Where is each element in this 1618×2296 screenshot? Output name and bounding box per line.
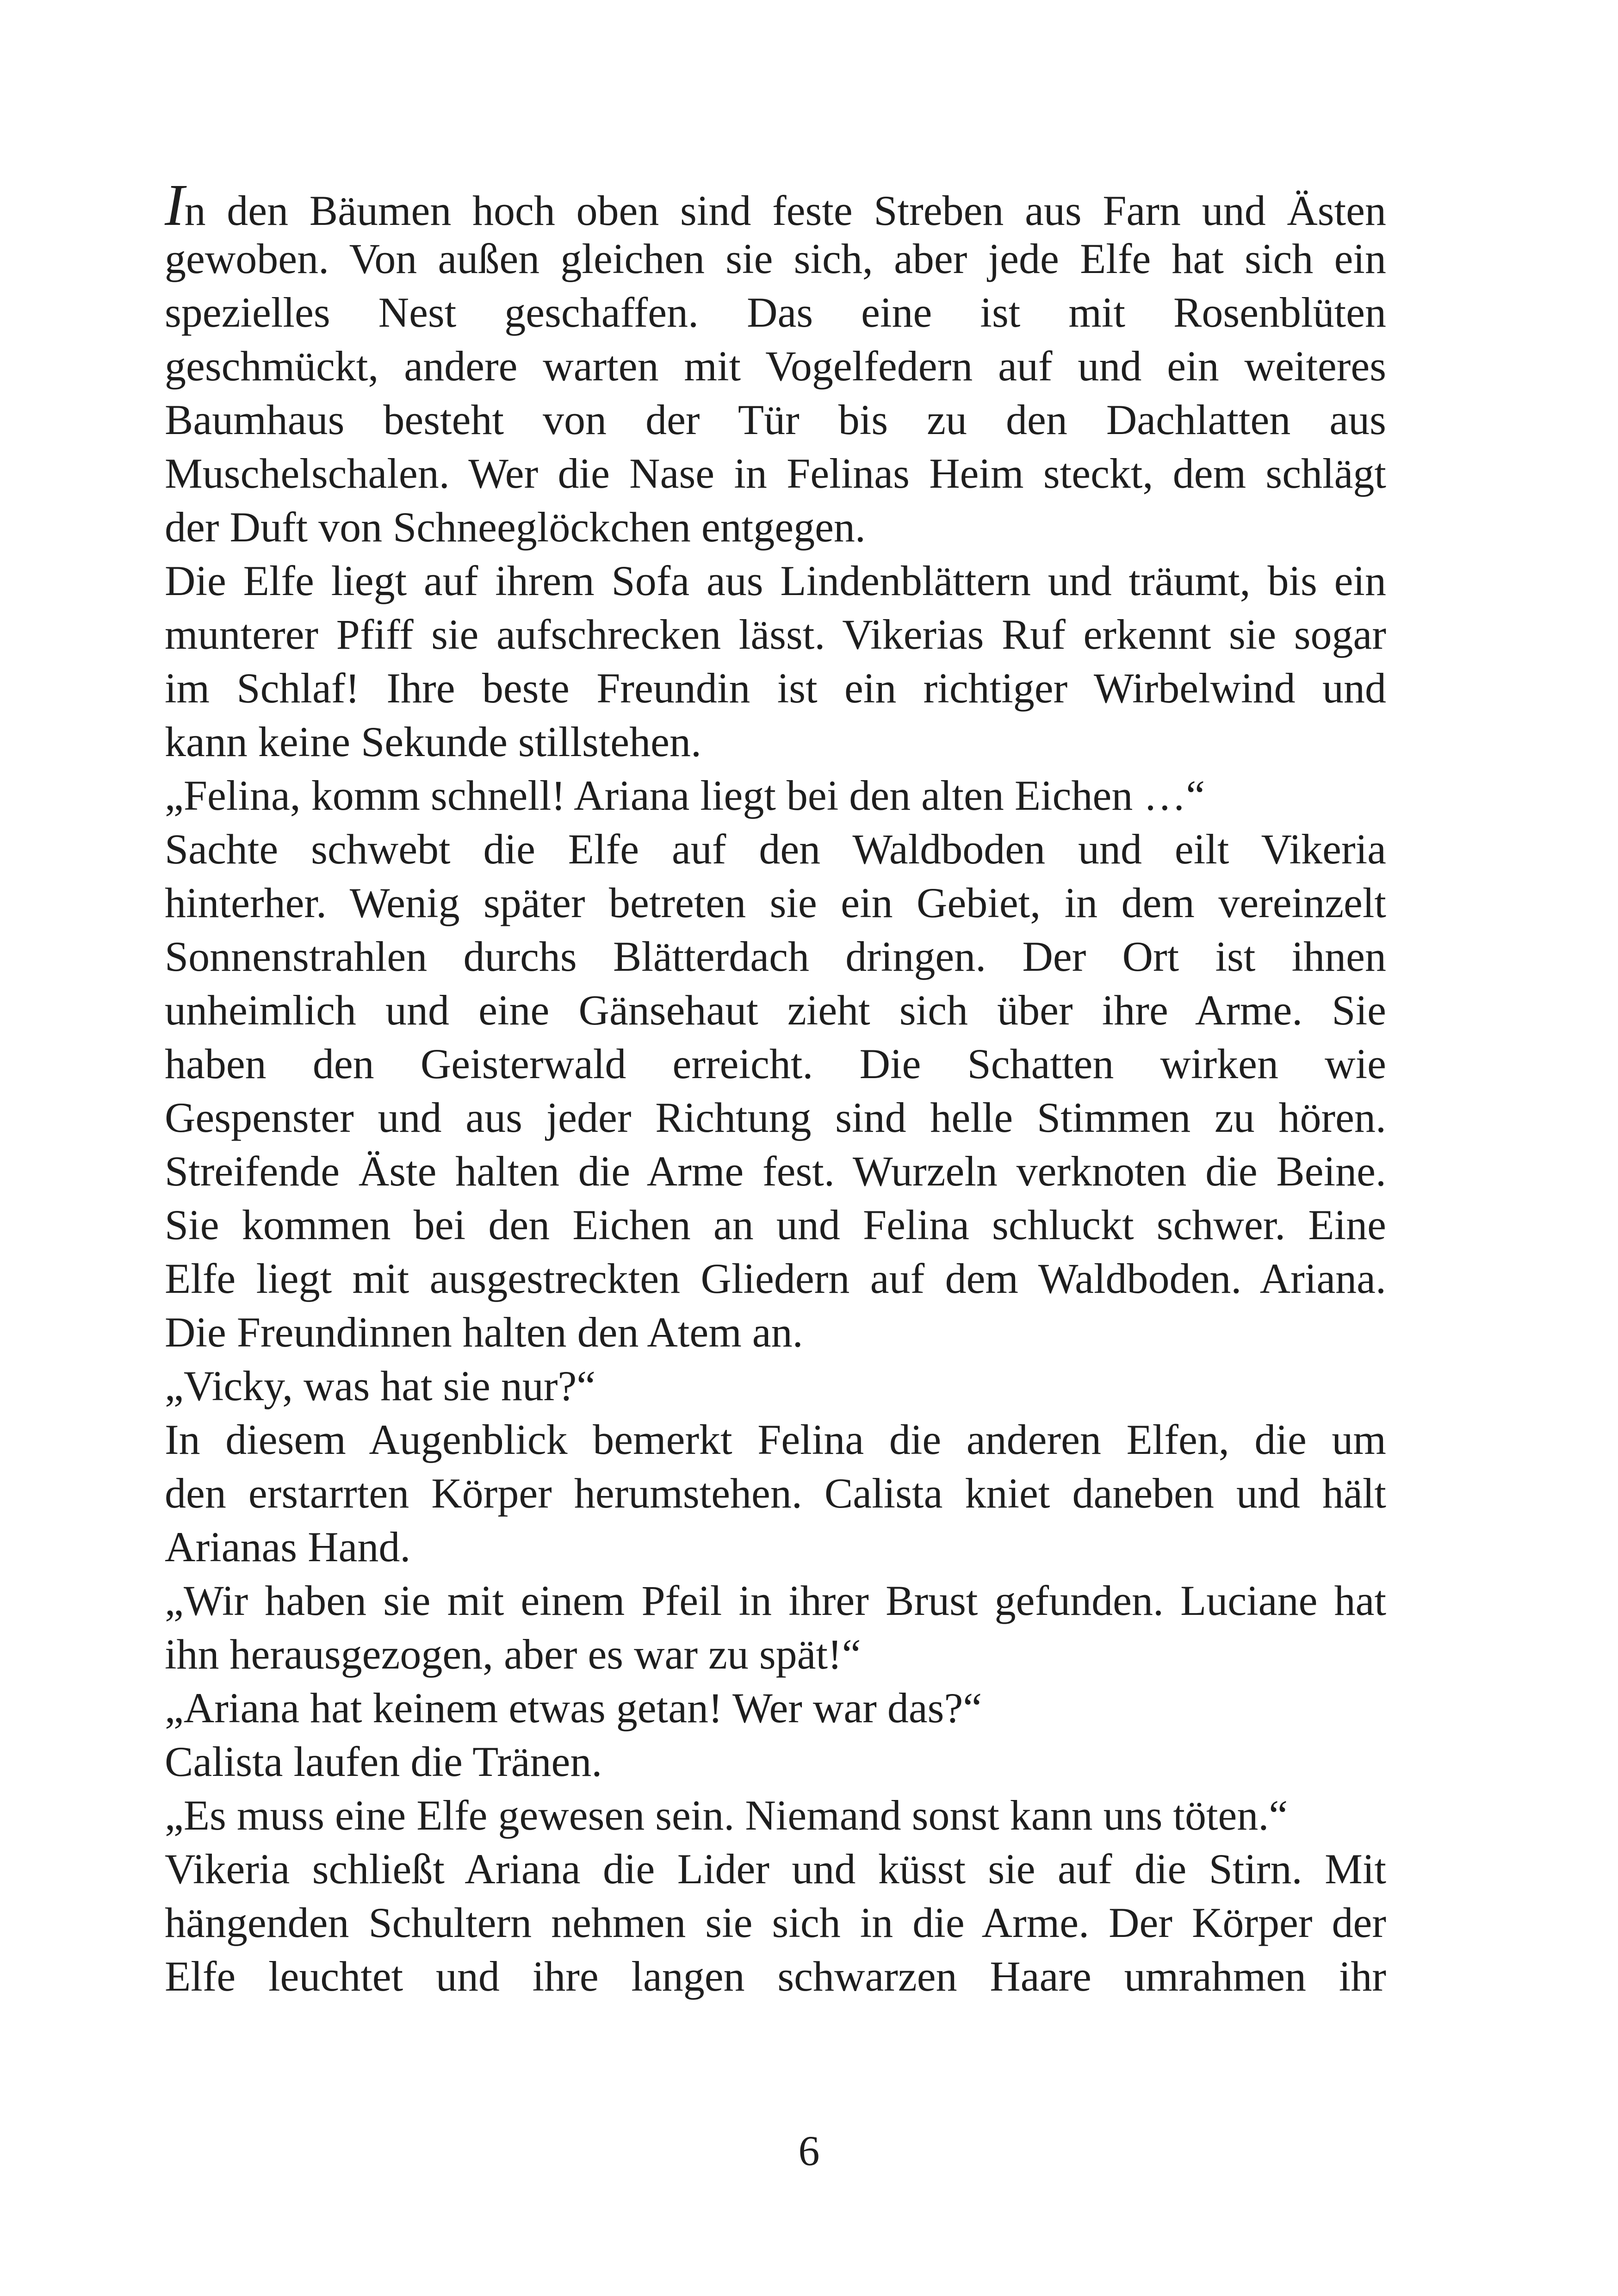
text-line (165, 1305, 1386, 1359)
text-line (165, 393, 1386, 447)
line-text: Streifende Äste halten die Arme fest. Wurzeln verknoten die Beine. (165, 1148, 1386, 1195)
line-text: haben den Geisterwald erreicht. Die Schatten wirken wie (165, 1040, 1386, 1087)
text-line (165, 1252, 1386, 1305)
line-text: Vikeria schließt Ariana die Lider und küsst sie auf die Stirn. Mit (165, 1845, 1386, 1893)
text-line (165, 554, 1386, 608)
line-text: Elfe leuchtet und ihre langen schwarzen Haare umrahmen ihr (165, 1953, 1386, 2000)
text-line (165, 769, 1386, 822)
text-line (165, 447, 1386, 500)
line-text: Die Freundinnen halten den Atem an. (165, 1309, 803, 1356)
paragraph (165, 1681, 1386, 1735)
line-text: Sie kommen bei den Eichen an und Felina schluckt schwer. Eine (165, 1201, 1386, 1248)
text-line (165, 285, 1386, 339)
paragraph (165, 1413, 1386, 1574)
text-line (165, 1198, 1386, 1252)
line-text: gewoben. Von außen gleichen sie sich, aber jede Elfe hat sich ein (165, 235, 1386, 282)
line-text: der Duft von Schneeglöckchen entgegen. (165, 503, 866, 551)
paragraph (165, 1735, 1386, 1788)
body-text (165, 172, 1386, 2003)
line-text: Baumhaus besteht von der Tür bis zu den Dachlatten aus (165, 396, 1386, 443)
line-text: spezielles Nest geschaffen. Das eine ist mit Rosenblüten (165, 289, 1386, 336)
text-line (165, 500, 1386, 554)
paragraph (165, 769, 1386, 822)
text-line (165, 1091, 1386, 1144)
line-text: In diesem Augenblick bemerkt Felina die anderen Elfen, die um (165, 1416, 1386, 1463)
text-line (165, 1842, 1386, 1896)
line-text: n den Bäumen hoch oben sind feste Streben aus Farn und Ästen (184, 187, 1386, 234)
paragraph (165, 1788, 1386, 1842)
line-text: Die Elfe liegt auf ihrem Sofa aus Lindenblättern und träumt, bis ein (165, 557, 1386, 604)
line-text: Elfe liegt mit ausgestreckten Gliedern auf dem Waldboden. Ariana. (165, 1255, 1386, 1302)
line-text: Calista laufen die Tränen. (165, 1738, 602, 1785)
text-line (165, 822, 1386, 876)
line-text: geschmückt, andere warten mit Vogelfedern auf und ein weiteres (165, 342, 1386, 390)
text-line (165, 172, 1386, 238)
line-text: unheimlich und eine Gänsehaut zieht sich über ihre Arme. Sie (165, 987, 1386, 1034)
text-line (165, 608, 1386, 661)
line-text: Arianas Hand. (165, 1523, 411, 1570)
line-text: munterer Pfiff sie aufschrecken lässt. Vikerias Ruf erkennt sie sogar (165, 611, 1386, 658)
text-line (165, 1466, 1386, 1520)
paragraph (165, 1574, 1386, 1681)
text-line (165, 661, 1386, 715)
line-text: hinterher. Wenig später betreten sie ein Gebiet, in dem vereinzelt (165, 879, 1386, 926)
text-line (165, 1896, 1386, 1949)
text-line (165, 1681, 1386, 1735)
paragraph (165, 172, 1386, 554)
line-text: kann keine Sekunde stillstehen. (165, 718, 701, 765)
text-line (165, 339, 1386, 393)
line-text: Sachte schwebt die Elfe auf den Waldboden und eilt Vikeria (165, 825, 1386, 873)
text-line (165, 1735, 1386, 1788)
line-text: Muschelschalen. Wer die Nase in Felinas Heim steckt, dem schlägt (165, 450, 1386, 497)
text-line (165, 1413, 1386, 1466)
text-line (165, 930, 1386, 983)
text-line (165, 1144, 1386, 1198)
text-line (165, 232, 1386, 285)
text-line (165, 1574, 1386, 1627)
page-number: 6 (798, 2127, 820, 2174)
line-text: „Wir haben sie mit einem Pfeil in ihrer Brust gefunden. Luciane hat (165, 1577, 1386, 1624)
text-line (165, 1627, 1386, 1681)
line-text: den erstarrten Körper herumstehen. Calista kniet daneben und hält (165, 1470, 1386, 1517)
line-text: im Schlaf! Ihre beste Freundin ist ein richtiger Wirbelwind und (165, 664, 1386, 712)
paragraph (165, 554, 1386, 769)
line-text: „Vicky, was hat sie nur?“ (165, 1362, 596, 1409)
paragraph (165, 822, 1386, 1359)
text-line (165, 1788, 1386, 1842)
text-line (165, 1037, 1386, 1091)
text-line (165, 983, 1386, 1037)
drop-initial: I (165, 172, 185, 238)
text-line (165, 876, 1386, 930)
paragraph (165, 1359, 1386, 1413)
text-line (165, 715, 1386, 769)
text-line (165, 1359, 1386, 1413)
line-text: Sonnenstrahlen durchs Blätterdach dringen. Der Ort ist ihnen (165, 933, 1386, 980)
line-text: ihn herausgezogen, aber es war zu spät!“ (165, 1631, 861, 1678)
paragraph (165, 1842, 1386, 2003)
text-line (165, 1949, 1386, 2003)
line-text: „Felina, komm schnell! Ariana liegt bei den alten Eichen …“ (165, 772, 1205, 819)
text-line (165, 1520, 1386, 1574)
line-text: hängenden Schultern nehmen sie sich in die Arme. Der Körper der (165, 1899, 1386, 1946)
line-text: Gespenster und aus jeder Richtung sind helle Stimmen zu hören. (165, 1094, 1386, 1141)
line-text: „Es muss eine Elfe gewesen sein. Niemand sonst kann uns töten.“ (165, 1792, 1288, 1839)
line-text: „Ariana hat keinem etwas getan! Wer war das?“ (165, 1684, 982, 1731)
